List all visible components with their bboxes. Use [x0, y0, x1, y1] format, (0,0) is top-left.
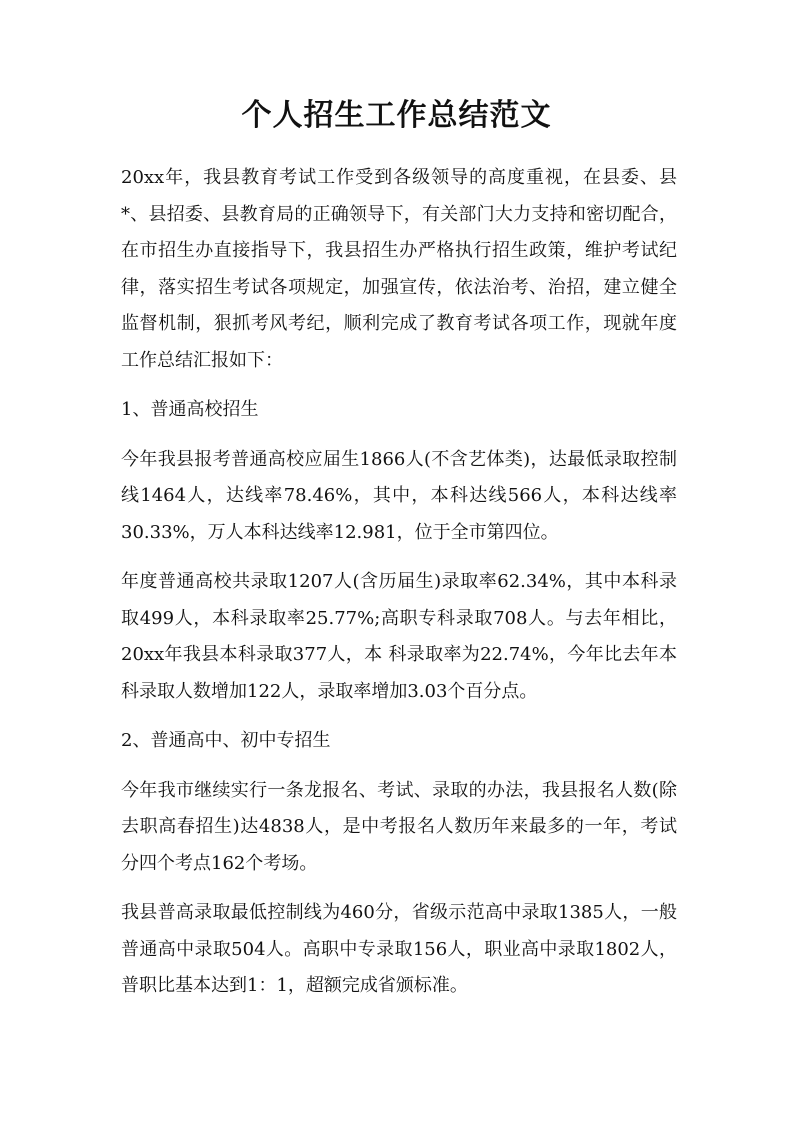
document-body	[121, 160, 677, 1005]
highschool-registration-paragraph: 今年我市继续实行一条龙报名、考试、录取的办法，我县报名人数(除去职高春招生)达4838人，是中考报名人数历年来最多的一年，考试分四个考点162个考场。	[121, 779, 677, 874]
document-title: 个人招生工作总结范文	[241, 98, 552, 133]
highschool-admission-paragraph: 我县普高录取最低控制线为460分，省级示范高中录取1385人，一般普通高中录取504人。高职中专录取156人，职业高中录取1802人，普职比基本达到1：1，超额完成省颁标准。	[121, 902, 677, 996]
section-heading-1: 1、普通高校招生	[121, 399, 259, 420]
section-heading-2: 2、普通高中、初中专招生	[121, 730, 331, 751]
intro-paragraph: 20xx年，我县教育考试工作受到各级领导的高度重视，在县委、县*、县招委、县教育局的正确领导下，有关部门大力支持和密切配合，在市招生办直接指导下，我县招生办严格执行招生政策，维护考试纪律，落实招生考试各项规定，加强宣传，依法治考、治招，建立健全监督机制，狠抓考风考纪，顺利完成了教育考试各项工作，现就年度工作总结汇报如下：	[121, 167, 677, 371]
college-admission-paragraph: 年度普通高校共录取1207人(含历届生)录取率62.34%，其中本科录取499人，本科录取率25.77%;高职专科录取708人。与去年相比，20xx年我县本科录取377人，本 科录取率为22.74%，今年比去年本科录取人数增加122人，录取率增加3.03个百分点。	[121, 571, 677, 702]
college-enrollment-paragraph: 今年我县报考普通高校应届生1866人(不含艺体类)，达最低录取控制线1464人，达线率78.46%，其中，本科达线566人，本科达线率30.33%，万人本科达线率12.981，位于全市第四位。	[121, 448, 677, 543]
